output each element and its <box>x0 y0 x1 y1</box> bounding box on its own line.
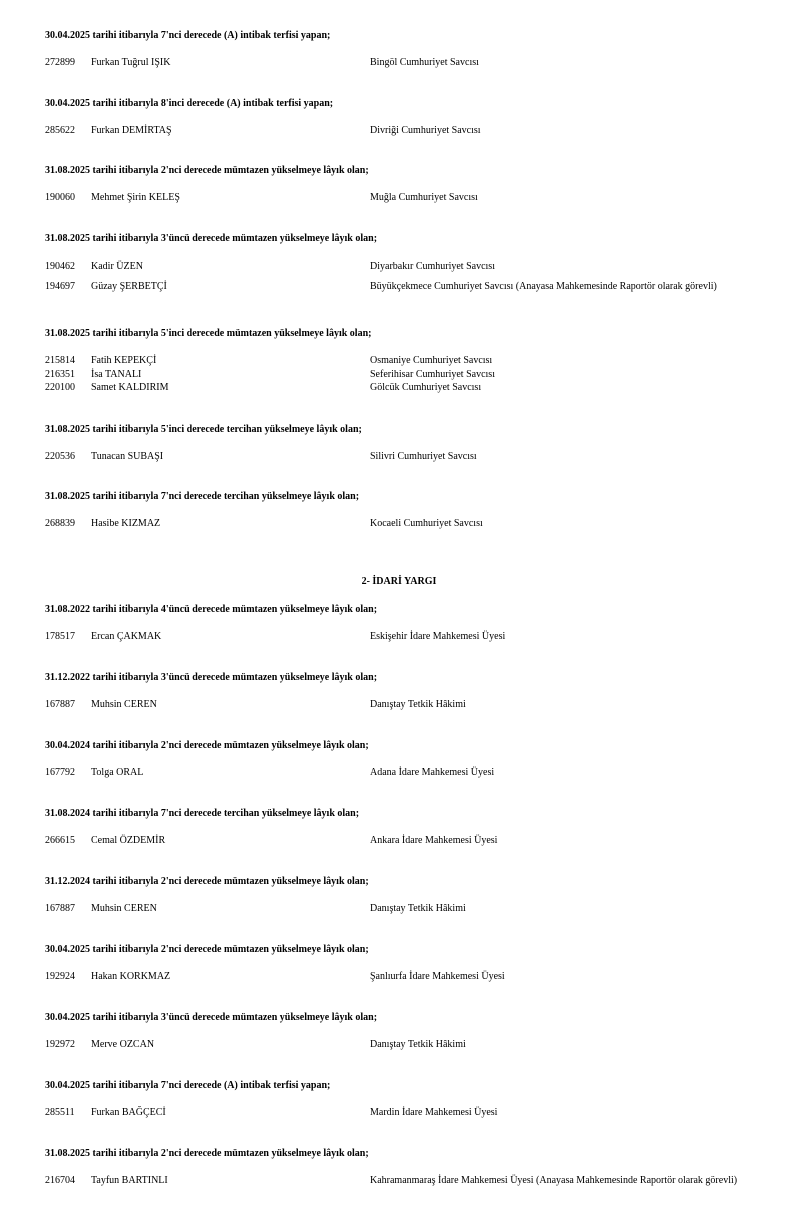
sicil-number: 266615 <box>45 835 75 846</box>
sicil-number: 194697 <box>45 281 75 292</box>
group-heading: 31.08.2025 tarihi itibarıyla 2'nci derecede mümtazen yükselmeye lâyık olan; <box>45 165 369 176</box>
person-name: Muhsin CEREN <box>91 903 157 914</box>
duty-unit: Bingöl Cumhuriyet Savcısı <box>370 57 479 68</box>
group-heading: 31.12.2022 tarihi itibarıyla 3'üncü derecede mümtazen yükselmeye lâyık olan; <box>45 672 378 683</box>
group-heading: 31.08.2025 tarihi itibarıyla 3'üncü derecede mümtazen yükselmeye lâyık olan; <box>45 233 378 244</box>
person-name: Samet KALDIRIM <box>91 382 169 393</box>
duty-unit: Danıştay Tetkik Hâkimi <box>370 1039 466 1050</box>
sicil-number: 167792 <box>45 767 75 778</box>
person-name: Mehmet Şirin KELEŞ <box>91 192 180 203</box>
person-name: Tayfun BARTINLI <box>91 1175 168 1186</box>
table-row <box>45 261 785 273</box>
table-row <box>45 631 785 643</box>
sicil-number: 215814 <box>45 355 75 366</box>
sicil-number: 220536 <box>45 451 75 462</box>
table-row <box>45 192 785 204</box>
person-name: Furkan BAĞÇECİ <box>91 1107 166 1118</box>
duty-unit: Eskişehir İdare Mahkemesi Üyesi <box>370 631 506 642</box>
table-row <box>45 355 785 367</box>
sicil-number: 190060 <box>45 192 75 203</box>
sicil-number: 178517 <box>45 631 75 642</box>
duty-unit: Kahramanmaraş İdare Mahkemesi Üyesi (Anayasa Mahkemesinde Raportör olarak görevli) <box>370 1175 738 1186</box>
table-row <box>45 767 785 779</box>
group-heading: 31.08.2025 tarihi itibarıyla 5'inci derecede tercihan yükselmeye lâyık olan; <box>45 424 362 435</box>
person-name: Muhsin CEREN <box>91 699 157 710</box>
person-name: Furkan Tuğrul IŞIK <box>91 57 171 68</box>
table-row <box>45 369 785 381</box>
duty-unit: Şanlıurfa İdare Mahkemesi Üyesi <box>370 971 505 982</box>
sicil-number: 190462 <box>45 261 75 272</box>
duty-unit: Danıştay Tetkik Hâkimi <box>370 699 466 710</box>
sicil-number: 268839 <box>45 518 75 529</box>
person-name: Kadir ÜZEN <box>91 261 143 272</box>
group-heading: 30.04.2025 tarihi itibarıyla 8'inci derecede (A) intibak terfisi yapan; <box>45 98 334 109</box>
sicil-number: 167887 <box>45 699 75 710</box>
table-row <box>45 281 785 293</box>
group-heading: 30.04.2025 tarihi itibarıyla 7'nci derecede (A) intibak terfisi yapan; <box>45 30 331 41</box>
table-row <box>45 382 785 394</box>
duty-unit: Ankara İdare Mahkemesi Üyesi <box>370 835 498 846</box>
duty-unit: Kocaeli Cumhuriyet Savcısı <box>370 518 483 529</box>
sicil-number: 192924 <box>45 971 75 982</box>
person-name: Furkan DEMİRTAŞ <box>91 125 172 136</box>
person-name: Fatih KEPEKÇİ <box>91 355 157 366</box>
group-heading: 30.04.2024 tarihi itibarıyla 2'nci derecede mümtazen yükselmeye lâyık olan; <box>45 740 369 751</box>
group-heading: 31.08.2024 tarihi itibarıyla 7'nci derecede tercihan yükselmeye lâyık olan; <box>45 808 360 819</box>
group-heading: 30.04.2025 tarihi itibarıyla 2'nci derecede mümtazen yükselmeye lâyık olan; <box>45 944 369 955</box>
table-row <box>45 57 785 69</box>
duty-unit: Gölcük Cumhuriyet Savcısı <box>370 382 482 393</box>
person-name: Cemal ÖZDEMİR <box>91 835 166 846</box>
table-row <box>45 451 785 463</box>
sicil-number: 192972 <box>45 1039 75 1050</box>
table-row <box>45 1039 785 1051</box>
table-row <box>45 903 785 915</box>
person-name: Merve OZCAN <box>91 1039 155 1050</box>
table-row <box>45 1107 785 1119</box>
person-name: Tolga ORAL <box>91 767 144 778</box>
group-heading: 30.04.2025 tarihi itibarıyla 3'üncü derecede mümtazen yükselmeye lâyık olan; <box>45 1012 378 1023</box>
sicil-number: 220100 <box>45 382 75 393</box>
sicil-number: 285511 <box>45 1107 75 1118</box>
group-heading: 31.08.2022 tarihi itibarıyla 4'üncü derecede mümtazen yükselmeye lâyık olan; <box>45 604 378 615</box>
duty-unit: Mardin İdare Mahkemesi Üyesi <box>370 1107 498 1118</box>
table-row <box>45 518 785 530</box>
sicil-number: 167887 <box>45 903 75 914</box>
duty-unit: Danıştay Tetkik Hâkimi <box>370 903 466 914</box>
duty-unit: Osmaniye Cumhuriyet Savcısı <box>370 355 493 366</box>
group-heading: 31.08.2025 tarihi itibarıyla 7'nci derecede tercihan yükselmeye lâyık olan; <box>45 491 360 502</box>
duty-unit: Diyarbakır Cumhuriyet Savcısı <box>370 261 495 272</box>
duty-unit: Divriği Cumhuriyet Savcısı <box>370 125 481 136</box>
table-row <box>45 125 785 137</box>
sicil-number: 216351 <box>45 369 75 380</box>
duty-unit: Adana İdare Mahkemesi Üyesi <box>370 767 495 778</box>
table-row <box>45 699 785 711</box>
section-title: 2- İDARİ YARGI <box>361 576 437 587</box>
table-row <box>45 971 785 983</box>
sicil-number: 216704 <box>45 1175 75 1186</box>
duty-unit: Muğla Cumhuriyet Savcısı <box>370 192 478 203</box>
sicil-number: 272899 <box>45 57 75 68</box>
person-name: İsa TANALI <box>91 369 142 380</box>
sicil-number: 285622 <box>45 125 75 136</box>
duty-unit: Büyükçekmece Cumhuriyet Savcısı (Anayasa Mahkemesinde Raportör olarak görevli) <box>370 281 717 292</box>
group-heading: 30.04.2025 tarihi itibarıyla 7'nci derecede (A) intibak terfisi yapan; <box>45 1080 331 1091</box>
duty-unit: Seferihisar Cumhuriyet Savcısı <box>370 369 495 380</box>
group-heading: 31.12.2024 tarihi itibarıyla 2'nci derecede mümtazen yükselmeye lâyık olan; <box>45 876 369 887</box>
person-name: Hasibe KIZMAZ <box>91 518 161 529</box>
person-name: Ercan ÇAKMAK <box>91 631 162 642</box>
person-name: Hakan KORKMAZ <box>91 971 171 982</box>
duty-unit: Silivri Cumhuriyet Savcısı <box>370 451 477 462</box>
group-heading: 31.08.2025 tarihi itibarıyla 2'nci derecede mümtazen yükselmeye lâyık olan; <box>45 1148 369 1159</box>
table-row <box>45 1175 785 1187</box>
person-name: Güzay ŞERBETÇİ <box>91 281 167 292</box>
person-name: Tunacan SUBAŞI <box>91 451 164 462</box>
group-heading: 31.08.2025 tarihi itibarıyla 5'inci derecede mümtazen yükselmeye lâyık olan; <box>45 328 372 339</box>
table-row <box>45 835 785 847</box>
